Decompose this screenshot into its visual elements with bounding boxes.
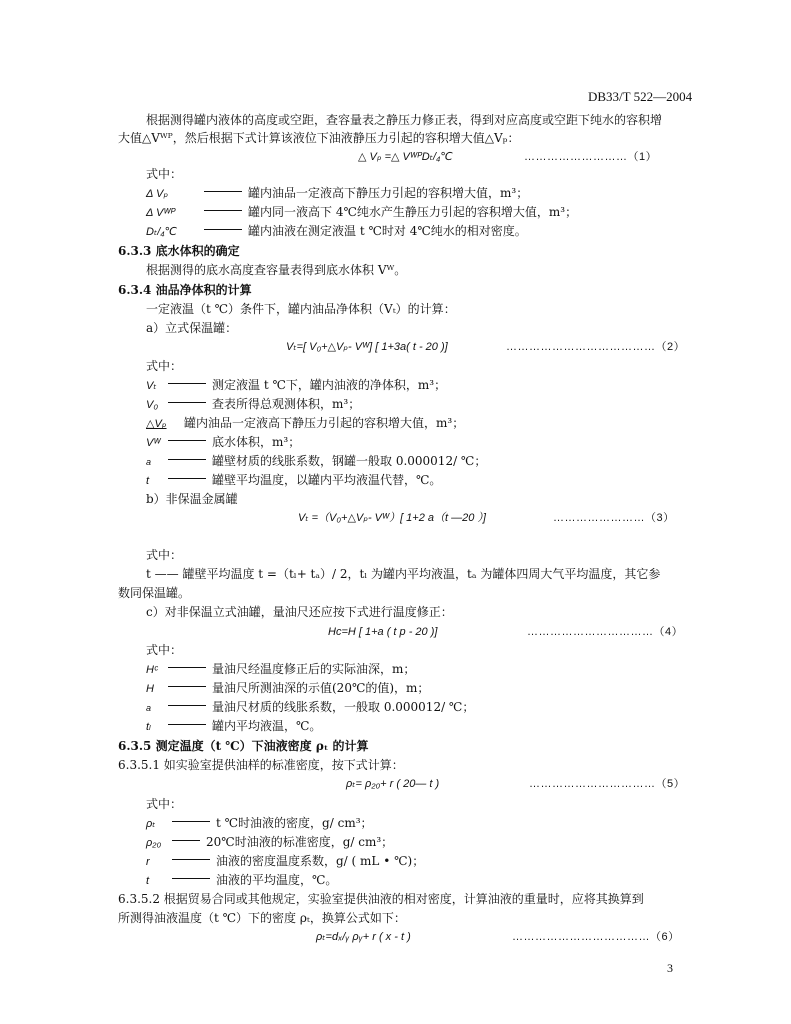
definition-row bbox=[146, 204, 577, 222]
equation-3: Vₜ =（V₀+△Vₚ- Vᵂ）[ 1+2 a（t —20 ）] bbox=[298, 512, 486, 524]
where-label: 式中： bbox=[146, 643, 183, 657]
symbol: △Vₚ bbox=[146, 418, 167, 430]
definition-text: 底水体积，m³； bbox=[212, 435, 301, 449]
where-label: 式中： bbox=[146, 167, 183, 181]
list-label: c）对非保温立式油罐，量油尺还应按下式进行温度修正： bbox=[146, 605, 453, 619]
symbol: Δ Vₚ bbox=[146, 188, 169, 200]
definition-row bbox=[146, 680, 429, 698]
symbol: t bbox=[146, 475, 150, 487]
where-label: 式中： bbox=[146, 548, 183, 562]
list-label: a）立式保温罐： bbox=[146, 321, 238, 335]
equation-6: ρₜ=dₓ/ᵧ ρᵧ+ r ( x - t ) bbox=[316, 931, 411, 943]
list-label: b）非保温金属罐 bbox=[146, 492, 238, 506]
definition-row bbox=[146, 699, 474, 717]
equation-1-number: ………………………（1） bbox=[524, 151, 658, 163]
definition-row bbox=[146, 472, 441, 490]
equation-4-number: ……………………………（4） bbox=[527, 626, 684, 638]
symbol: H bbox=[146, 683, 154, 695]
symbol: a bbox=[146, 457, 152, 467]
equation-4: Hc=H [ 1+a ( t p - 20 )] bbox=[328, 626, 438, 638]
definition-row bbox=[146, 377, 446, 395]
symbol: Vₜ bbox=[146, 380, 157, 392]
symbol: Dₜ/₄℃ bbox=[146, 226, 178, 238]
definition-text: 罐内同一液高下 4℃纯水产生静压力引起的容积增大值，m³； bbox=[248, 205, 578, 219]
equation-5: ρₜ= ρ₂₀+ r ( 20— t ) bbox=[346, 778, 440, 790]
paragraph-line: 根据测得罐内液体的高度或空距，查容量表之静压力修正表，得到对应高度或空距下纯水的容积增 bbox=[146, 113, 663, 127]
definition-row bbox=[146, 434, 300, 452]
section-heading: 6.3.5 测定温度（t ℃）下油液密度 ρₜ 的计算 bbox=[118, 739, 369, 753]
definition-row bbox=[146, 223, 527, 241]
equation-3-number: ……………………（3） bbox=[553, 512, 675, 524]
definition-text: 罐内平均液温，℃。 bbox=[212, 719, 322, 733]
definition-row bbox=[146, 853, 424, 871]
definition-row bbox=[146, 185, 528, 203]
paragraph-line: 6.3.5.2 根据贸易合同或其他规定，实验室提供油液的相对密度，计算油液的重量时，应将其换算到 bbox=[118, 892, 644, 906]
symbol: ρₜ bbox=[146, 818, 156, 830]
paragraph-line: t —— 罐壁平均温度 t =（tₗ+ tₐ）/ 2，tₗ 为罐内平均液温，tₐ 为罐体四周大气平均温度，其它参 bbox=[146, 567, 661, 581]
page-number: 3 bbox=[667, 961, 673, 975]
definition-text: 罐内油液在测定液温 t ℃时对 4℃纯水的相对密度。 bbox=[248, 224, 527, 238]
definition-text: 测定液温 t ℃下，罐内油液的净体积，m³； bbox=[212, 378, 447, 392]
equation-2-number: …………………………………（2） bbox=[506, 341, 686, 353]
definition-row bbox=[146, 396, 360, 414]
symbol: Δ Vᵂᴾ bbox=[146, 207, 176, 219]
where-label: 式中： bbox=[146, 359, 183, 373]
symbol: r bbox=[146, 856, 150, 868]
equation-5-number: ……………………………（5） bbox=[529, 778, 686, 790]
symbol: ρ₂₀ bbox=[146, 837, 162, 849]
symbol: Hᶜ bbox=[146, 664, 158, 676]
symbol: Vᵂ bbox=[146, 437, 161, 449]
definition-text: 量油尺经温度修正后的实际油深，m； bbox=[212, 662, 416, 676]
definition-row bbox=[146, 718, 321, 736]
section-heading: 6.3.4 油品净体积的计算 bbox=[118, 283, 252, 297]
paragraph-line: 所测得油液温度（t ℃）下的密度 ρₜ，换算公式如下： bbox=[118, 911, 406, 925]
paragraph-line: 根据测得的底水高度查容量表得到底水体积 Vᵂ。 bbox=[146, 263, 407, 277]
definition-text: 油液的密度温度系数，g/ ( mL • ℃)； bbox=[216, 854, 425, 868]
definition-text: t ℃时油液的密度，g/ cm³； bbox=[216, 816, 373, 830]
definition-text: 20℃时油液的标准密度，g/ cm³； bbox=[206, 835, 394, 849]
definition-text: 罐壁平均温度，以罐内平均液温代替，℃。 bbox=[212, 473, 442, 487]
equation-6-number: ………………………………（6） bbox=[512, 931, 680, 943]
where-label: 式中： bbox=[146, 797, 183, 811]
definition-row bbox=[146, 453, 486, 471]
definition-row bbox=[146, 815, 373, 833]
equation-2: Vₜ=[ V₀+△Vₚ- Vᵂ] [ 1+3a( t - 20 )] bbox=[286, 341, 448, 353]
definition-row bbox=[146, 415, 464, 433]
definition-text: 罐内油品一定液高下静压力引起的容积增大值，m³； bbox=[184, 416, 465, 430]
definition-text: 罐内油品一定液高下静压力引起的容积增大值，m³； bbox=[248, 186, 529, 200]
definition-text: 查表所得总观测体积，m³； bbox=[212, 397, 361, 411]
symbol: tₗ bbox=[146, 721, 151, 733]
definition-row bbox=[146, 872, 337, 890]
symbol: V₀ bbox=[146, 399, 158, 411]
document-code: DB33/T 522—2004 bbox=[588, 89, 693, 104]
subsection-heading: 6.3.5.1 如实验室提供油样的标准密度，按下式计算： bbox=[118, 758, 404, 772]
definition-text: 量油尺材质的线胀系数，一般取 0.000012/ ℃； bbox=[212, 700, 475, 714]
paragraph-line: 数同保温罐。 bbox=[118, 586, 191, 600]
definition-row bbox=[146, 834, 393, 852]
section-heading: 6.3.3 底水体积的确定 bbox=[118, 244, 240, 258]
definition-text: 量油尺所测油深的示值(20℃的值)，m； bbox=[212, 681, 430, 695]
definition-text: 罐壁材质的线胀系数，钢罐一般取 0.000012/ ℃； bbox=[212, 454, 487, 468]
symbol: a bbox=[146, 703, 152, 713]
definition-text: 油液的平均温度，℃。 bbox=[216, 873, 338, 887]
equation-1: △ Vₚ =△ VᵂᴾDₜ/₄℃ bbox=[358, 151, 453, 163]
definition-row bbox=[146, 661, 415, 679]
paragraph-line: 大值△Vᵂᴾ，然后根据下式计算该液位下油液静压力引起的容积增大值△Vₚ： bbox=[118, 131, 520, 145]
paragraph-line: 一定液温（t ℃）条件下，罐内油品净体积（Vₜ）的计算： bbox=[146, 302, 456, 316]
symbol: t bbox=[146, 875, 150, 887]
